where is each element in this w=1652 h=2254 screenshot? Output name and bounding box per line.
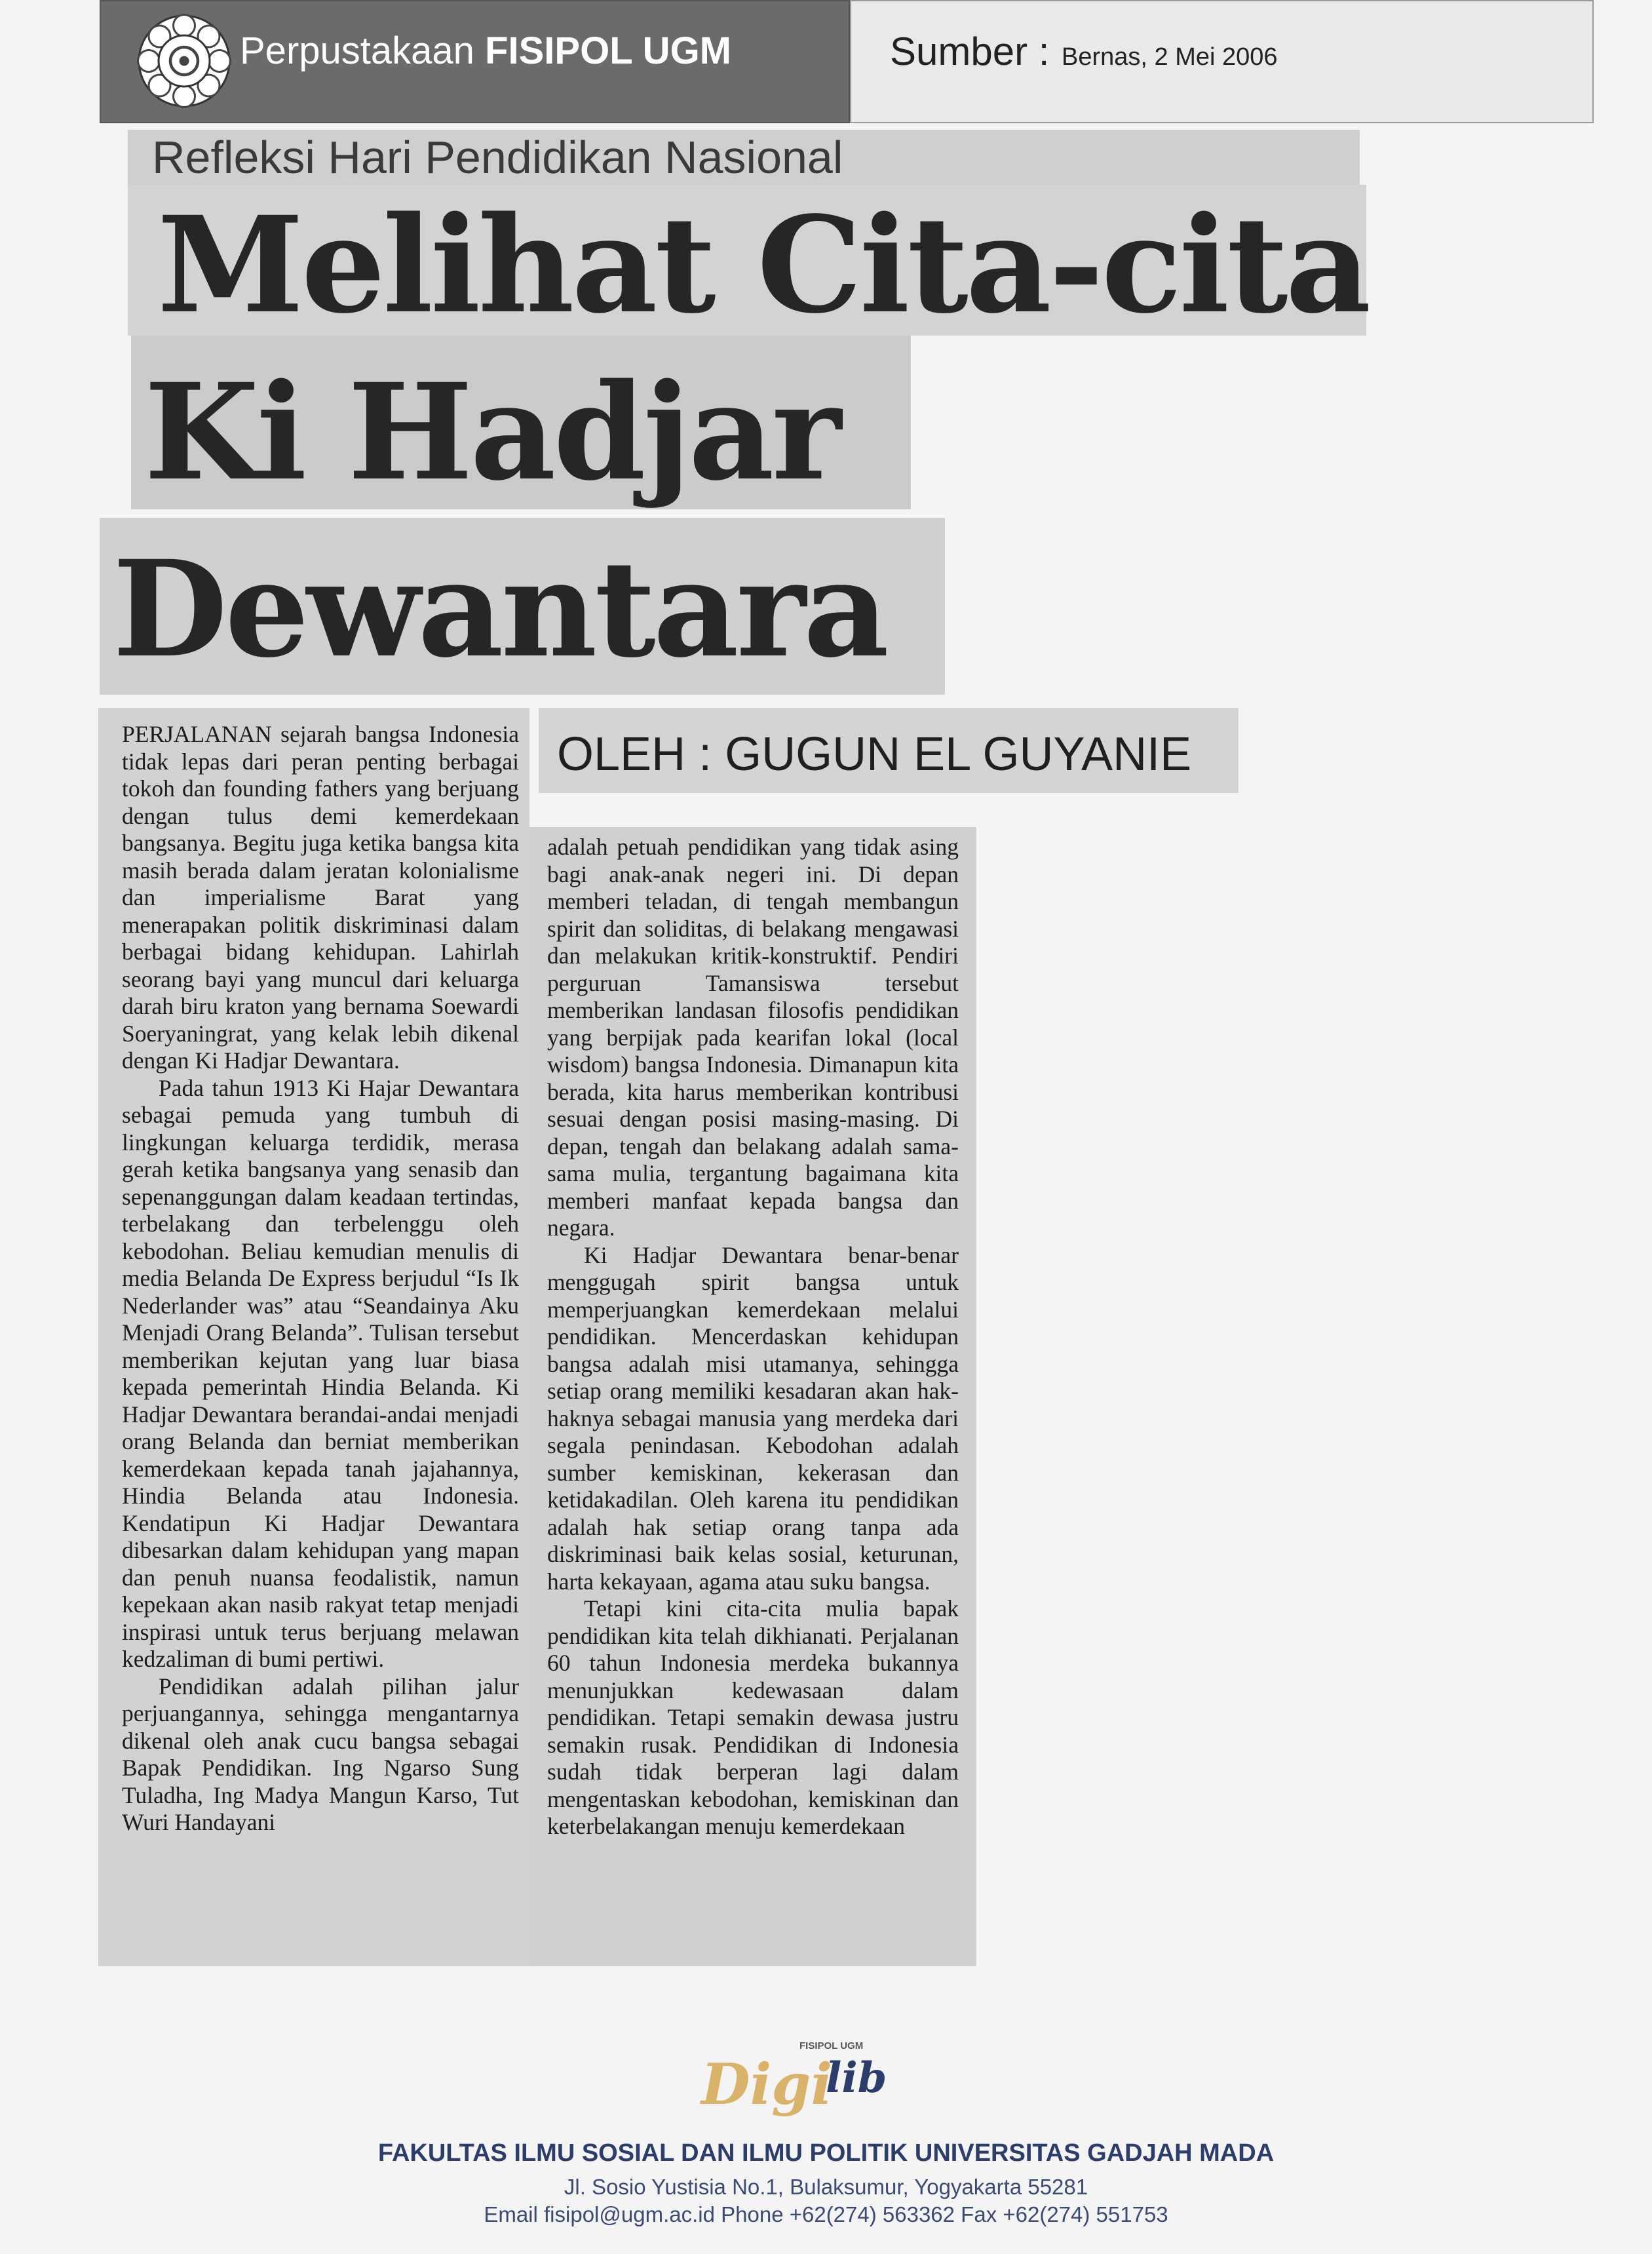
paragraph: adalah petuah pendidikan yang tidak asing bagi anak-anak negeri ini. Di depan memberi teladan, di tengah membangun spirit dan soliditas, di belakang mengawasi dan melakukan kritik-konstruktif. Pendiri perguruan Tamansiswa tersebut memberikan landasan filosofis pendidikan yang berpijak pada kearifan lokal (local wisdom) bangsa Indonesia. Dimanapun kita berada, kita harus memberikan kontribusi sesuai dengan posisi masing-masing. Di depan, tengah dan belakang adalah sama-sama mulia, tergantung bagaimana kita memberi manfaat kepada bangsa dan negara.	[547, 834, 959, 1241]
headline-line-1: Melihat Cita-cita	[157, 187, 1369, 343]
article-kicker: Refleksi Hari Pendidikan Nasional	[152, 132, 843, 183]
digilib-logo	[695, 2032, 944, 2124]
ugm-seal-icon	[135, 12, 233, 110]
digilib-text-left: Digi	[701, 2051, 833, 2118]
article-byline: OLEH : GUGUN EL GUYANIE	[557, 728, 1192, 781]
headline-line-3: Dewantara	[113, 531, 887, 687]
digilib-logo-graphic	[695, 2032, 944, 2124]
footer-contact: Email fisipol@ugm.ac.id Phone +62(274) 563362 Fax +62(274) 551753	[484, 2202, 1168, 2226]
digilib-top-label: FISIPOL UGM	[799, 2040, 864, 2051]
library-prefix: Perpustakaan	[240, 29, 474, 72]
paragraph: Ki Hadjar Dewantara benar-benar menggugah spirit bangsa untuk memperjuangkan kemerdekaan melalui pendidikan. Mencerdaskan kehidupan bangsa adalah misi utamanya, sehingga setiap orang memiliki kesadaran akan hak-haknya sebagai manusia yang merdeka dari segala penindasan. Kebodohan adalah sumber kemiskinan, kekerasan dan ketidakadilan. Oleh karena itu pendidikan adalah hak setiap orang tanpa ada diskriminasi baik kelas sosial, keturunan, harta kekayaan, agama atau suku bangsa.	[547, 1241, 959, 1595]
footer-title: FAKULTAS ILMU SOSIAL DAN ILMU POLITIK UNIVERSITAS GADJAH MADA	[377, 2139, 1275, 2167]
source-label: Sumber :	[890, 29, 1050, 73]
page-header	[100, 0, 1594, 123]
header-library-panel	[100, 0, 850, 123]
article-column-1	[122, 721, 519, 1836]
digilib-text-right: lib	[826, 2053, 887, 2103]
paragraph: Pada tahun 1913 Ki Hajar Dewantara sebagai pemuda yang tumbuh di lingkungan keluarga terdidik, merasa gerah ketika bangsanya yang senasib dan sepenanggungan dalam keadaan tertindas, terbelakang dan terbelenggu oleh kebodohan. Beliau kemudian menulis di media Belanda De Express berjudul “Is Ik Nederlander was” atau “Seandainya Aku Menjadi Orang Belanda”. Tulisan tersebut memberikan kejutan yang luar biasa kepada pemerintah Hindia Belanda. Ki Hadjar Dewantara berandai-andai menjadi orang Belanda dan berniat memberikan kemerdekaan kepada tanah jajahannya, Hindia Belanda atau Indonesia. Kendatipun Ki Hadjar Dewantara dibesarkan dalam kehidupan yang mapan dan penuh nuansa feodalistik, namun kepekaan akan nasib rakyat tetap menjadi inspirasi untuk terus berjuang melawan kedzaliman di bumi pertiwi.	[122, 1074, 519, 1672]
paragraph: PERJALANAN sejarah bangsa Indonesia tidak lepas dari peran penting berbagai tokoh dan founding fathers yang berjuang dengan tulus demi kemerdekaan bangsanya. Begitu juga ketika bangsa kita masih berada dalam jeratan kolonialisme dan imperialisme Barat yang menerapakan politik diskriminasi dalam berbagai bidang kehidupan. Lahirlah seorang bayi yang muncul dari keluarga darah biru kraton yang bernama Soewardi Soeryaningrat, yang kelak lebih dikenal dengan Ki Hadjar Dewantara.	[122, 721, 519, 1074]
footer-address: Jl. Sosio Yustisia No.1, Bulaksumur, Yogyakarta 55281	[564, 2175, 1088, 2199]
paragraph: Tetapi kini cita-cita mulia bapak pendidikan kita telah dikhianati. Perjalanan 60 tahun Indonesia merdeka bukannya menunjukkan kedewasaan dalam pendidikan. Tetapi semakin dewasa justru semakin rusak. Pendidikan di Indonesia sudah tidak berperan lagi dalam mengentaskan kebodohan, kemiskinan dan keterbelakangan menuju kemerdekaan	[547, 1595, 959, 1839]
paragraph: Pendidikan adalah pilihan jalur perjuangannya, sehingga mengantarnya dikenal oleh anak cucu bangsa sebagai Bapak Pendidikan. Ing Ngarso Sung Tuladha, Ing Madya Mangun Karso, Tut Wuri Handayani	[122, 1673, 519, 1835]
library-name-bold: FISIPOL UGM	[485, 29, 731, 72]
source-value: Bernas, 2 Mei 2006	[1062, 43, 1278, 71]
article-column-2	[547, 834, 959, 1840]
headline-line-2: Ki Hadjar	[144, 354, 839, 510]
library-name	[240, 29, 731, 73]
